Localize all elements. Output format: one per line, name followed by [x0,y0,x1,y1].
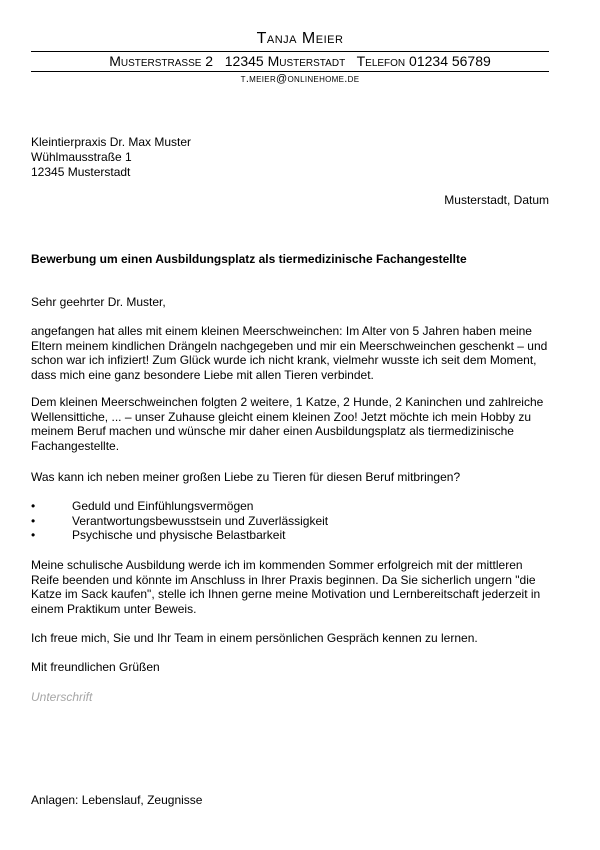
bullet-icon: • [31,528,36,542]
letterhead-bottom-rule [31,71,549,72]
recipient-line: 12345 Musterstadt [31,165,131,179]
body-paragraph: angefangen hat alles mit einem kleinen Meerschweinchen: Im Alter von 5 Jahren haben meine Eltern meinem kindlichen Drängeln nachgegeben und mir ein Meerschweinchen geschenkt – und schon war ich infiziert! Zum Glück wurde ich nicht krank, vielmehr wusste ich seit dem Moment, dass mich eine ganz besondere Liebe mit allen Tieren verbindet. [31,324,548,382]
sender-name: Tanja Meier [256,30,344,47]
letterhead-top-rule [31,51,549,52]
list-item-text: Verantwortungsbewusstsein und Zuverlässigkeit [72,513,329,528]
list-item-text: Psychische und physische Belastbarkeit [72,528,286,542]
sender-email: t.meier@onlinehome.de [240,73,360,85]
body-paragraph: Dem kleinen Meerschweinchen folgten 2 weitere, 1 Katze, 2 Hunde, 2 Kaninchen und zahlreiche Wellensittiche, ... – unser Zuhause gleicht einem kleinen Zoo! Jetzt möchte ich mein Hobby zu meinem Beruf machen und wünsche mir daher einen Ausbildungsplatz als tiermedizinische Fachangestellte. [31,395,544,453]
recipient-line: Kleintierpraxis Dr. Max Muster [31,135,192,149]
body-paragraph: Meine schulische Ausbildung werde ich im kommenden Sommer erfolgreich mit der mittleren Reife beenden und könnte im Anschluss in Ihrer Praxis beginnen. Da Sie sicherlich ungern "die Katze im Sack kaufen", stelle ich Ihnen gerne meine Motivation und Lernbereitschaft jederzeit in einem Praktikum unter Beweis. [31,558,541,616]
list-item [31,499,328,514]
list-item-text: Geduld und Einfühlungsvermögen [72,499,254,513]
signature-placeholder: Unterschrift [31,690,93,704]
salutation: Sehr geehrter Dr. Muster, [31,295,166,309]
sender-address-line: Musterstraße 2 12345 Musterstadt Telefon 01234 56789 [109,53,491,69]
list-item [31,528,328,543]
body-paragraph: Ich freue mich, Sie und Ihr Team in einem persönlichen Gespräch kennen zu lernen. [31,631,478,645]
bullet-icon: • [31,513,36,528]
list-item [31,514,328,529]
subject-line: Bewerbung um einen Ausbildungsplatz als tiermedizinische Fachangestellte [31,252,467,266]
place-and-date: Musterstadt, Datum [444,193,549,207]
enclosures-line: Anlagen: Lebenslauf, Zeugnisse [31,793,203,807]
bullet-icon: • [31,499,36,513]
body-paragraph: Was kann ich neben meiner großen Liebe zu Tieren für diesen Beruf mitbringen? [31,470,461,484]
recipient-address [31,135,191,180]
closing-phrase: Mit freundlichen Grüßen [31,660,160,674]
recipient-line: Wühlmausstraße 1 [31,150,132,164]
qualities-list [31,499,328,543]
